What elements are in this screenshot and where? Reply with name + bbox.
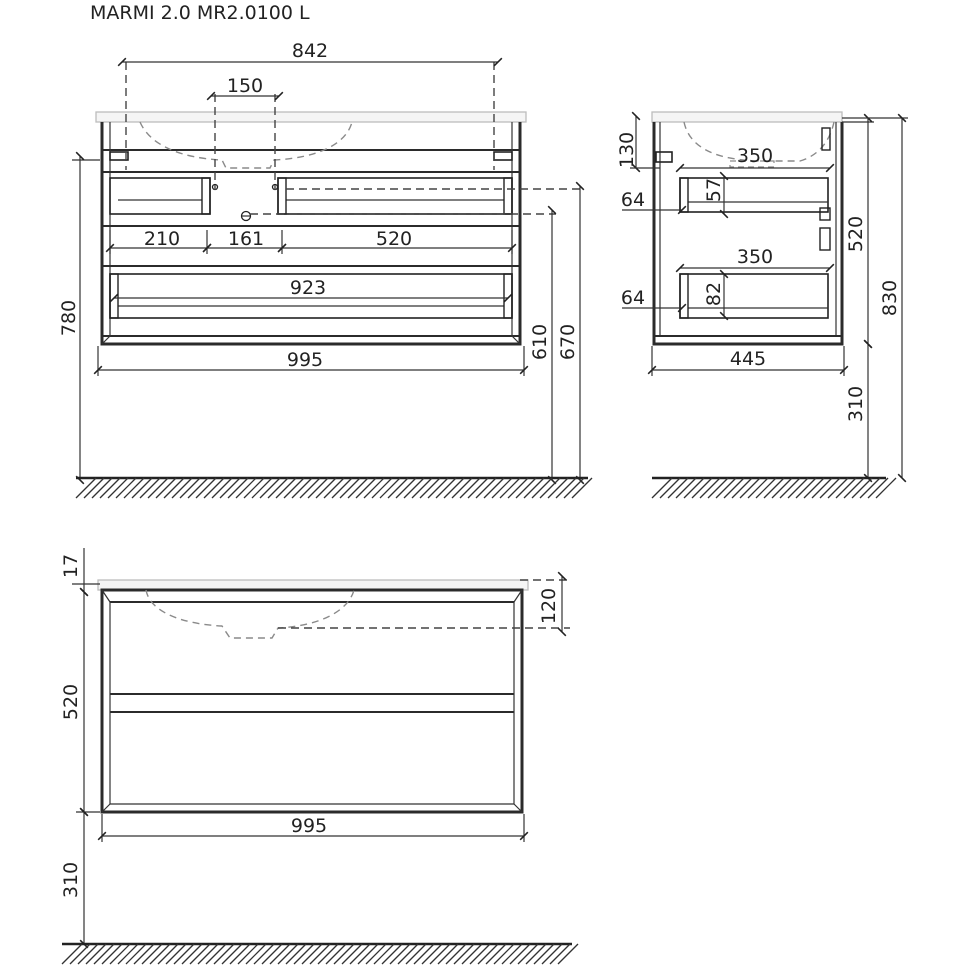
hatch-line <box>132 478 152 498</box>
hatch-line <box>124 478 144 498</box>
hatch-line <box>462 944 482 964</box>
hatch-line <box>140 478 160 498</box>
side-ground-hatch <box>652 478 896 498</box>
hatch-line <box>342 944 362 964</box>
hatch-line <box>110 944 130 964</box>
hatch-line <box>92 478 112 498</box>
hatch-line <box>356 478 376 498</box>
hatch-line <box>796 478 816 498</box>
hatch-line <box>238 944 258 964</box>
hatch-line <box>70 944 90 964</box>
hatch-line <box>428 478 448 498</box>
hatch-line <box>308 478 328 498</box>
hatch-line <box>300 478 320 498</box>
dim-section-right: 520 <box>375 228 413 250</box>
hatch-line <box>302 944 322 964</box>
hatch-line <box>214 944 234 964</box>
hatch-line <box>86 944 106 964</box>
hatch-line <box>236 478 256 498</box>
hatch-line <box>366 944 386 964</box>
hatch-line <box>230 944 250 964</box>
hatch-line <box>348 478 368 498</box>
hatch-line <box>332 478 352 498</box>
hatch-line <box>172 478 192 498</box>
hatch-line <box>564 478 584 498</box>
hatch-line <box>278 944 298 964</box>
hatch-line <box>660 478 680 498</box>
hatch-line <box>476 478 496 498</box>
hatch-line <box>220 478 240 498</box>
hatch-line <box>684 478 704 498</box>
dim-siphon-width: 150 <box>226 75 264 97</box>
hatch-line <box>676 478 696 498</box>
hatch-line <box>556 478 576 498</box>
dim-side-total-height: 830 <box>879 279 901 317</box>
hatch-line <box>788 478 808 498</box>
front-view <box>58 40 592 498</box>
hatch-line <box>486 944 506 964</box>
hatch-line <box>358 944 378 964</box>
dim-height-outlet: 670 <box>557 323 579 361</box>
hatch-line <box>452 478 472 498</box>
hatch-line <box>534 944 554 964</box>
hatch-line <box>76 478 96 498</box>
hatch-line <box>550 944 570 964</box>
hatch-line <box>454 944 474 964</box>
hatch-line <box>412 478 432 498</box>
hatch-line <box>380 478 400 498</box>
hatch-line <box>134 944 154 964</box>
hatch-line <box>340 478 360 498</box>
hatch-line <box>518 944 538 964</box>
dim-drawer-inner-width: 923 <box>289 277 327 299</box>
dim-section-left: 210 <box>143 228 181 250</box>
dim-side-top-thickness: 130 <box>616 131 638 169</box>
hatch-line <box>382 944 402 964</box>
hatch-line <box>492 478 512 498</box>
hatch-line <box>164 478 184 498</box>
hatch-line <box>94 944 114 964</box>
dim-closed-top-thickness: 17 <box>60 553 82 579</box>
side-countertop <box>652 112 842 122</box>
dim-side-cabinet-height: 520 <box>845 215 867 253</box>
hatch-line <box>852 478 872 498</box>
hatch-line <box>62 944 82 964</box>
dim-closed-sink-depth: 120 <box>538 587 560 625</box>
hatch-line <box>422 944 442 964</box>
hatch-line <box>212 478 232 498</box>
hatch-line <box>436 478 456 498</box>
hatch-line <box>478 944 498 964</box>
dim-side-upper-drawer-height: 57 <box>703 177 725 203</box>
front-closed-view <box>60 548 578 964</box>
hatch-line <box>116 478 136 498</box>
hatch-line <box>222 944 242 964</box>
dim-closed-floor-clearance: 310 <box>60 861 82 899</box>
hatch-line <box>540 478 560 498</box>
hatch-line <box>276 478 296 498</box>
front-ground-hatch <box>76 478 592 498</box>
dim-sink-bowl-width: 842 <box>291 40 329 62</box>
hatch-line <box>390 944 410 964</box>
hatch-line <box>182 944 202 964</box>
hatch-line <box>270 944 290 964</box>
hatch-line <box>542 944 562 964</box>
dim-side-floor-clearance: 310 <box>845 385 867 423</box>
dim-side-upper-drawer-depth: 350 <box>736 145 774 167</box>
hatch-line <box>484 478 504 498</box>
hatch-line <box>772 478 792 498</box>
hatch-line <box>804 478 824 498</box>
hatch-line <box>668 478 688 498</box>
hatch-line <box>108 478 128 498</box>
hatch-line <box>748 478 768 498</box>
dim-side-upper-offset: 64 <box>620 189 646 211</box>
hatch-line <box>246 944 266 964</box>
hatch-line <box>820 478 840 498</box>
hatch-line <box>516 478 536 498</box>
hatch-line <box>812 478 832 498</box>
dim-front-total-height: 780 <box>58 299 80 337</box>
hatch-line <box>844 478 864 498</box>
hatch-line <box>350 944 370 964</box>
hatch-line <box>156 478 176 498</box>
hatch-line <box>406 944 426 964</box>
upper-left-drawer <box>110 178 210 214</box>
hatch-line <box>740 478 760 498</box>
hatch-line <box>268 478 288 498</box>
hatch-line <box>166 944 186 964</box>
hatch-line <box>374 944 394 964</box>
hatch-line <box>700 478 720 498</box>
hatch-line <box>836 478 856 498</box>
hatch-line <box>118 944 138 964</box>
hatch-line <box>78 944 98 964</box>
hatch-line <box>468 478 488 498</box>
hatch-line <box>316 478 336 498</box>
hatch-line <box>860 478 880 498</box>
hatch-line <box>868 478 888 498</box>
hatch-line <box>572 478 592 498</box>
front-sink-bowl <box>140 122 352 168</box>
hatch-line <box>780 478 800 498</box>
hatch-line <box>198 944 218 964</box>
hatch-line <box>142 944 162 964</box>
closed-ground-hatch <box>62 944 578 964</box>
hatch-line <box>438 944 458 964</box>
hatch-line <box>324 478 344 498</box>
front-bracket-right <box>494 152 512 160</box>
hatch-line <box>310 944 330 964</box>
hatch-line <box>724 478 744 498</box>
hatch-line <box>828 478 848 498</box>
hatch-line <box>148 478 168 498</box>
hatch-line <box>262 944 282 964</box>
hatch-line <box>84 478 104 498</box>
closed-sink-bowl <box>146 590 354 638</box>
closed-cabinet-outline <box>102 590 522 812</box>
hatch-line <box>526 944 546 964</box>
dim-side-lower-drawer-height: 82 <box>703 281 725 307</box>
front-countertop <box>96 112 526 122</box>
dim-side-lower-drawer-depth: 350 <box>736 246 774 268</box>
hatch-line <box>150 944 170 964</box>
hatch-line <box>876 478 896 498</box>
dim-closed-cabinet-height: 520 <box>60 683 82 721</box>
hatch-line <box>420 478 440 498</box>
hatch-line <box>446 944 466 964</box>
side-view <box>616 112 908 498</box>
hatch-line <box>558 944 578 964</box>
hatch-line <box>470 944 490 964</box>
hatch-line <box>254 944 274 964</box>
hatch-line <box>244 478 264 498</box>
hatch-line <box>190 944 210 964</box>
hatch-line <box>652 478 672 498</box>
hatch-line <box>364 478 384 498</box>
hatch-line <box>500 478 520 498</box>
hatch-line <box>326 944 346 964</box>
hatch-line <box>430 944 450 964</box>
hatch-line <box>292 478 312 498</box>
hatch-line <box>508 478 528 498</box>
hatch-line <box>764 478 784 498</box>
hatch-line <box>414 944 434 964</box>
hatch-line <box>404 478 424 498</box>
hatch-line <box>228 478 248 498</box>
hatch-line <box>732 478 752 498</box>
hatch-line <box>126 944 146 964</box>
hatch-line <box>756 478 776 498</box>
hatch-line <box>444 478 464 498</box>
hatch-line <box>252 478 272 498</box>
hatch-line <box>524 478 544 498</box>
hatch-line <box>188 478 208 498</box>
hatch-line <box>158 944 178 964</box>
dim-side-lower-offset: 64 <box>620 287 646 309</box>
hatch-line <box>206 944 226 964</box>
hatch-line <box>174 944 194 964</box>
dim-closed-total-width: 995 <box>290 815 328 837</box>
hatch-line <box>100 478 120 498</box>
hatch-line <box>716 478 736 498</box>
hatch-line <box>286 944 306 964</box>
hatch-line <box>388 478 408 498</box>
dim-height-drawer-edge: 610 <box>529 323 551 361</box>
hatch-line <box>396 478 416 498</box>
hatch-line <box>494 944 514 964</box>
hatch-line <box>180 478 200 498</box>
hatch-line <box>372 478 392 498</box>
hatch-line <box>502 944 522 964</box>
hatch-line <box>532 478 552 498</box>
hatch-line <box>102 944 122 964</box>
drawing-title: MARMI 2.0 MR2.0100 L <box>90 2 310 24</box>
hatch-line <box>692 478 712 498</box>
dim-section-mid: 161 <box>227 228 265 250</box>
hatch-line <box>708 478 728 498</box>
hatch-line <box>510 944 530 964</box>
dim-side-depth: 445 <box>729 348 767 370</box>
hatch-line <box>204 478 224 498</box>
hatch-line <box>196 478 216 498</box>
hatch-line <box>294 944 314 964</box>
upper-right-drawer <box>278 178 512 214</box>
hatch-line <box>284 478 304 498</box>
hatch-line <box>548 478 568 498</box>
hatch-line <box>260 478 280 498</box>
hatch-line <box>318 944 338 964</box>
dim-front-total-width: 995 <box>286 349 324 371</box>
hatch-line <box>460 478 480 498</box>
hatch-line <box>398 944 418 964</box>
hatch-line <box>334 944 354 964</box>
